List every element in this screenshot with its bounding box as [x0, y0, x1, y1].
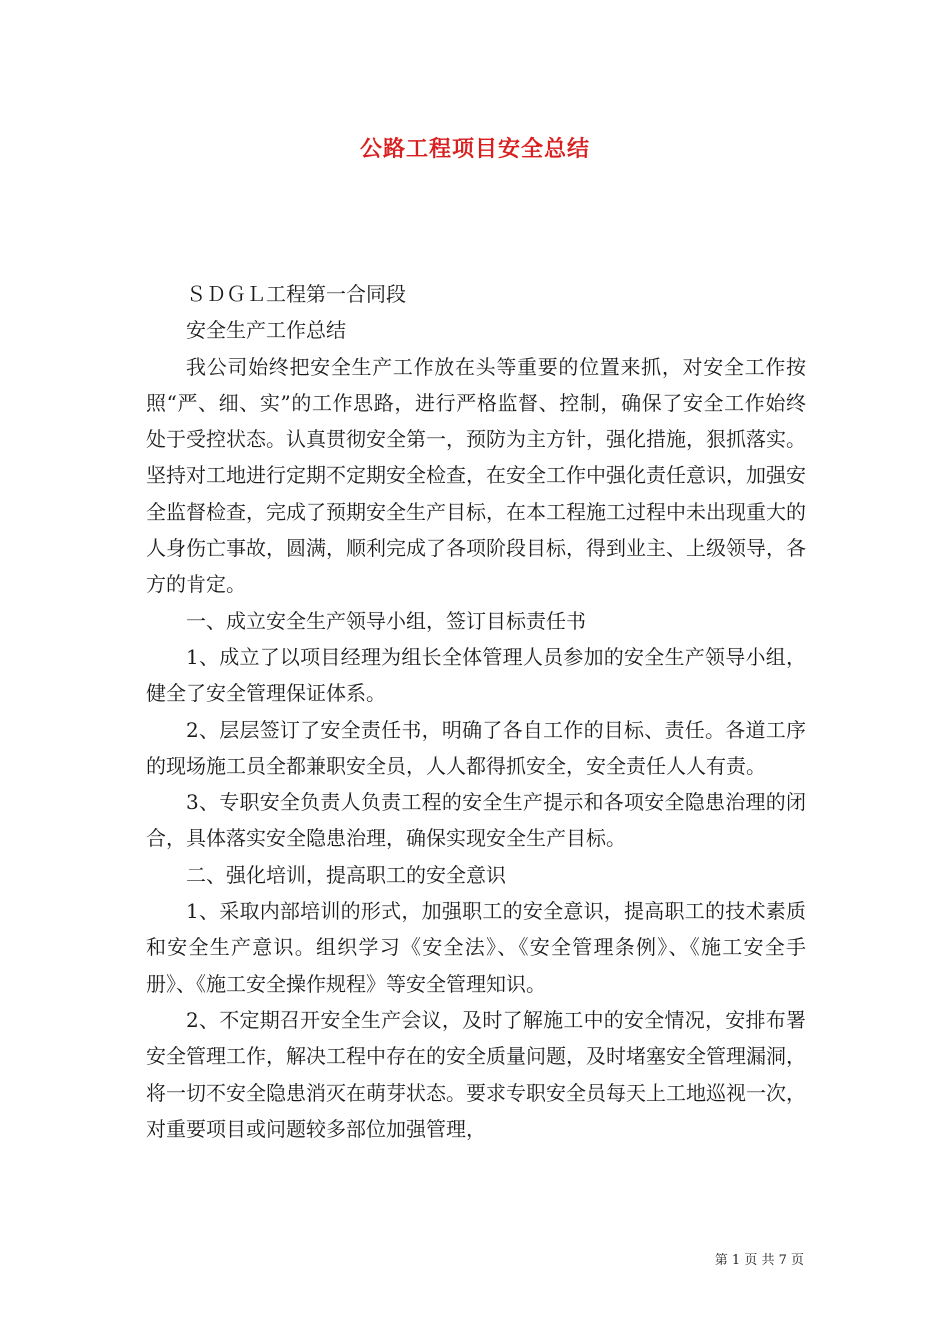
paragraph-2-2: 2、不定期召开安全生产会议，及时了解施工中的安全情况，安排布署安全管理工作，解决工程中存在的安全质量问题，及时堵塞安全管理漏洞，将一切不安全隐患消灭在萌芽状态。要求专职安全员每天上工地巡视一次，对重要项目或问题较多部位加强管理，	[146, 1007, 806, 1141]
document-title: 公路工程项目安全总结	[359, 137, 590, 162]
paragraph-1-1: 1、成立了以项目经理为组长全体管理人员参加的安全生产领导小组，健全了安全管理保证体系。	[146, 644, 806, 706]
paragraph-2-1: 1、采取内部培训的形式，加强职工的安全意识，提高职工的技术素质和安全生产意识。组织学习《安全法》、《安全管理条例》、《施工安全手册》、《施工安全操作规程》等安全管理知识。	[146, 899, 806, 996]
paragraph-intro: 我公司始终把安全生产工作放在头等重要的位置来抓，对安全工作按照“严、细、实”的工作思路，进行严格监督、控制，确保了安全工作始终处于受控状态。认真贯彻安全第一，预防为主方针，强化措施，狠抓落实。坚持对工地进行定期不定期安全检查，在安全工作中强化责任意识，加强安全监督检查，完成了预期安全生产目标，在本工程施工过程中未出现重大的人身伤亡事故，圆满，顺利完成了各项阶段目标，得到业主、上级领导，各方的肯定。	[146, 354, 806, 597]
section-heading-1: 一、成立安全生产领导小组，签订目标责任书	[186, 608, 586, 633]
section-heading-2: 二、强化培训，提高职工的安全意识	[186, 862, 506, 887]
paragraph-1-3: 3、专职安全负责人负责工程的安全生产提示和各项安全隐患治理的闭合，具体落实安全隐患治理，确保实现安全生产目标。	[146, 790, 806, 851]
page-number: 第 1 页 共 7 页	[714, 1253, 804, 1268]
paragraph-1-2: 2、层层签订了安全责任书，明确了各自工作的目标、责任。各道工序的现场施工员全都兼职安全员，人人都得抓安全，安全责任人人有责。	[146, 717, 806, 778]
paragraph-section-name: ＳＤＧＬ工程第一合同段	[186, 282, 406, 306]
paragraph-summary-heading: 安全生产工作总结	[186, 318, 346, 343]
document-body	[146, 276, 806, 1147]
